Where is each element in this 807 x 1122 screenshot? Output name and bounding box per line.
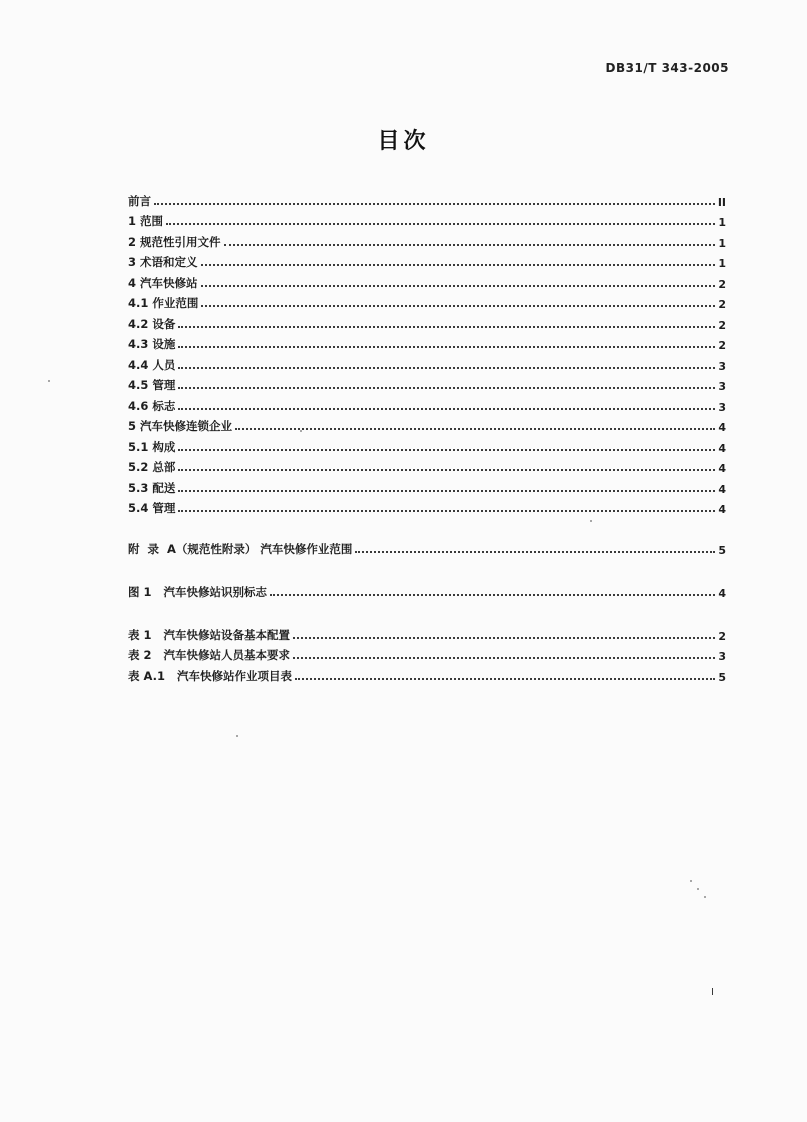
dot-leader <box>201 305 715 307</box>
toc-entry-page: 2 <box>718 339 726 352</box>
toc-entry-4-2[interactable] <box>128 311 726 332</box>
scan-speck <box>690 880 692 882</box>
toc-entry-label: 4.6 标志 <box>128 398 176 413</box>
toc-entry-label: 表 2 汽车快修站人员基本要求 <box>128 648 291 662</box>
toc-entry-label: 5.3 配送 <box>128 480 176 495</box>
toc-entry-label: 4.2 设备 <box>128 316 176 331</box>
toc-entry-label: 5 汽车快修连锁企业 <box>128 419 233 433</box>
toc-entry-label: 4.5 管理 <box>128 378 176 392</box>
toc-entry-label: 3 术语和定义 <box>128 255 198 269</box>
toc-entry-annex-a[interactable] <box>128 536 726 557</box>
toc-entry-label: 5.1 构成 <box>128 439 176 454</box>
toc-entry-page: II <box>717 195 726 209</box>
toc-entry-page: 3 <box>718 400 726 414</box>
toc-entry-label: 4.4 人员 <box>128 357 176 372</box>
toc-entry-page: 1 <box>718 216 726 229</box>
toc-entry-page: 1 <box>718 236 726 250</box>
toc-entry-label: 表 A.1 汽车快修站作业项目表 <box>128 668 292 683</box>
dot-leader <box>178 469 715 471</box>
toc-entry-label: 5.2 总部 <box>128 460 176 474</box>
toc-entry-5[interactable] <box>128 414 726 435</box>
scan-speck <box>697 888 699 890</box>
toc-entry-table-1[interactable] <box>128 622 726 643</box>
toc-entry-page: 3 <box>718 380 726 393</box>
toc-entry-5-1[interactable] <box>128 434 726 455</box>
toc-entry-page: 2 <box>718 277 726 291</box>
scan-speck <box>236 735 238 737</box>
toc-entry-label: 附 录 A（规范性附录） 汽车快修作业范围 <box>128 541 353 556</box>
toc-entry-3[interactable] <box>128 250 726 271</box>
dot-leader <box>224 244 716 246</box>
toc-entry-page: 4 <box>718 421 726 434</box>
toc-entry-label: 4.3 设施 <box>128 337 176 351</box>
toc-annex-list <box>128 536 726 557</box>
toc-entry-figure-1[interactable] <box>128 579 726 600</box>
page-title: 目次 <box>377 129 430 154</box>
toc-entry-page: 3 <box>718 359 726 373</box>
dot-leader <box>178 490 715 492</box>
toc-entry-page: 2 <box>718 318 726 332</box>
toc-entry-page: 4 <box>718 503 726 516</box>
dot-leader <box>293 657 715 659</box>
scan-speck <box>704 896 706 898</box>
toc-entry-4-1[interactable] <box>128 291 726 312</box>
dot-leader <box>178 367 715 369</box>
dot-leader <box>293 637 715 639</box>
toc-entry-page: 5 <box>718 670 726 684</box>
toc-entry-label: 前言 <box>128 193 151 208</box>
dot-leader <box>178 326 715 328</box>
dot-leader <box>178 387 715 389</box>
toc-figure-list <box>128 579 726 600</box>
toc-entry-1[interactable] <box>128 209 726 230</box>
toc-main-list <box>128 188 726 516</box>
toc-entry-5-4[interactable] <box>128 496 726 517</box>
scan-speck <box>590 520 592 522</box>
scan-speck <box>300 430 302 432</box>
toc-entry-table-a1[interactable] <box>128 663 726 684</box>
dot-leader <box>235 428 715 430</box>
toc-entry-page: 2 <box>718 298 726 311</box>
toc-table-list <box>128 622 726 684</box>
toc-entry-page: 4 <box>718 441 726 455</box>
toc-entry-label: 1 范围 <box>128 214 164 228</box>
toc-entry-5-2[interactable] <box>128 455 726 476</box>
toc-entry-page: 2 <box>718 629 726 643</box>
dot-leader <box>178 449 715 451</box>
toc-entry-foreword[interactable] <box>128 188 726 209</box>
toc-entry-page: 3 <box>718 650 726 663</box>
toc-entry-5-3[interactable] <box>128 475 726 496</box>
dot-leader <box>295 678 715 680</box>
toc-entry-4-6[interactable] <box>128 393 726 414</box>
toc-entry-page: 4 <box>718 462 726 475</box>
page-number: I <box>711 987 714 998</box>
dot-leader <box>154 203 715 205</box>
toc-entry-page: 4 <box>718 482 726 496</box>
dot-leader <box>178 346 715 348</box>
toc-entry-table-2[interactable] <box>128 643 726 664</box>
dot-leader <box>201 285 716 287</box>
toc-entry-2[interactable] <box>128 229 726 250</box>
scan-speck <box>48 380 50 382</box>
toc-entry-4[interactable] <box>128 270 726 291</box>
dot-leader <box>166 223 715 225</box>
toc-entry-label: 图 1 汽车快修站识别标志 <box>128 584 268 599</box>
toc-entry-label: 4.1 作业范围 <box>128 296 199 310</box>
document-code: DB31/T 343-2005 <box>605 61 729 75</box>
toc-entry-page: 4 <box>718 586 726 600</box>
toc-entry-label: 4 汽车快修站 <box>128 275 198 290</box>
dot-leader <box>201 264 716 266</box>
toc-entry-label: 表 1 汽车快修站设备基本配置 <box>128 627 291 642</box>
toc-entry-page: 5 <box>718 543 726 557</box>
toc-entry-4-5[interactable] <box>128 373 726 394</box>
toc-entry-4-4[interactable] <box>128 352 726 373</box>
toc-entry-label: 2 规范性引用文件 <box>128 234 221 249</box>
toc-entry-label: 5.4 管理 <box>128 501 176 515</box>
toc-entry-4-3[interactable] <box>128 332 726 353</box>
dot-leader <box>270 594 715 596</box>
toc-entry-page: 1 <box>718 257 726 270</box>
dot-leader <box>178 510 715 512</box>
dot-leader <box>355 551 715 553</box>
dot-leader <box>178 408 715 410</box>
